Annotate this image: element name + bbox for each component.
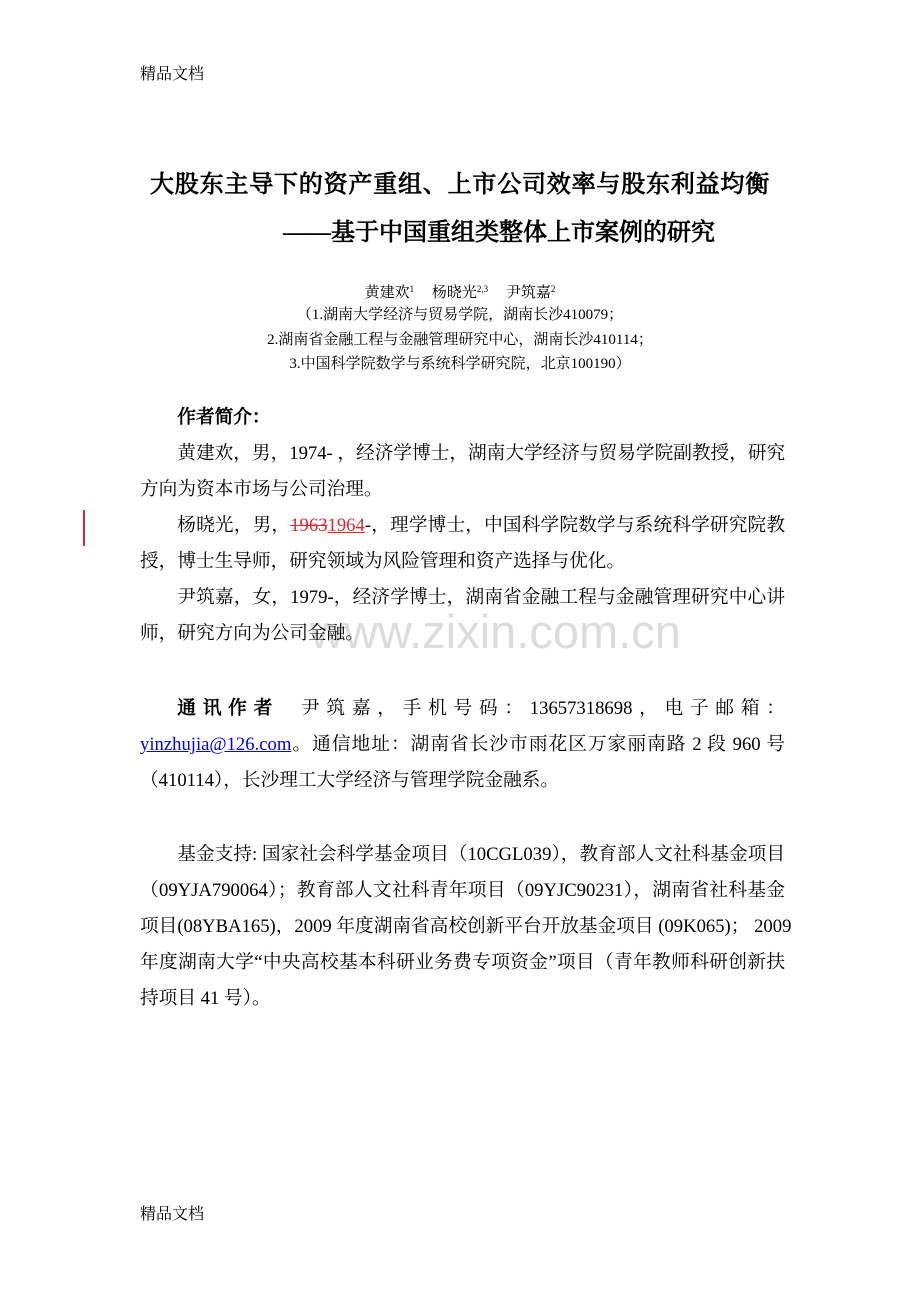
spread-glyph: 机 <box>428 698 447 719</box>
bio-text: 杨晓光，男， <box>177 515 291 536</box>
bio-paragraph-line: 黄建欢，男，1974- ，经济学博士，湖南大学经济与贸易学院副教授，研究 <box>177 443 786 464</box>
funding-section <box>140 837 792 1017</box>
author-bio-section <box>140 400 785 652</box>
author <box>365 285 415 301</box>
document-title: 大股东主导下的资产重组、上市公司效率与股东利益均衡 <box>150 172 770 198</box>
spread-glyph: 号 <box>453 698 473 719</box>
spread-glyph: 电 <box>664 698 684 719</box>
author <box>506 285 556 301</box>
bio-paragraph-line: 师，研究方向为公司金融。 <box>140 623 364 644</box>
bio-text: -，理学博士，中国科学院数学与系统科学研究院教 <box>364 515 786 536</box>
spread-glyph: 邮 <box>715 698 735 719</box>
contact-address: 。通信地址：湖南省长沙市雨花区万家丽南路 2 段 960 号 <box>291 734 785 755</box>
spread-glyph: 箱 <box>740 698 760 719</box>
page-footer: 精品文档 <box>140 1206 205 1223</box>
bio-paragraph-line: 授，博士生导师，研究领域为风险管理和资产选择与优化。 <box>140 551 626 572</box>
site-watermark: www.zixin.com.cn <box>310 605 681 658</box>
email-link[interactable]: yinzhujia@126.com <box>140 734 292 755</box>
affiliation-line: （1.湖南大学经济与贸易学院，湖南长沙410079； <box>296 307 624 323</box>
spread-glyph: ， <box>639 698 658 719</box>
author <box>432 285 488 301</box>
author-list <box>0 282 920 304</box>
deleted-text: 1963 <box>290 515 328 536</box>
affiliation-line: 3.中国科学院数学与系统科学研究院，北京100190） <box>289 356 631 372</box>
funding-line: 年度湖南大学“中央高校基本科研业务费专项资金”项目（青年教师科研创新扶 <box>140 952 785 973</box>
spread-glyph: 筑 <box>326 698 346 719</box>
author-affiliation-mark: 2 <box>550 284 556 294</box>
affiliation-line: 2.湖南省金融工程与金融管理研究中心，湖南长沙410114； <box>267 331 653 348</box>
funding-line: （09YJA790064）；教育部人文社科青年项目（09YJC90231），湖南省社科基金 <box>140 880 785 901</box>
author-affiliation-mark: 1 <box>409 284 415 294</box>
author-affiliation-mark: 2,3 <box>476 284 489 294</box>
contact-section <box>140 691 785 799</box>
spread-glyph: 尹 <box>300 698 320 719</box>
spread-glyph: 讯 <box>202 698 222 719</box>
funding-line: 项目(08YBA165)，2009 年度湖南省高校创新平台开放基金项目 (09K065)； 2009 <box>140 916 792 937</box>
author-name: 黄建欢 <box>364 285 410 301</box>
spread-glyph: 子 <box>690 698 709 719</box>
spread-glyph: ， <box>377 698 396 719</box>
affiliation-list <box>0 303 920 377</box>
contact-line <box>140 691 785 727</box>
author-name: 杨晓光 <box>431 285 477 301</box>
author-name: 尹筑嘉 <box>505 285 551 301</box>
contact-line <box>140 727 785 763</box>
spread-glyph: ： <box>504 698 524 719</box>
spread-glyph: 嘉 <box>351 698 371 719</box>
spread-glyph: 作 <box>228 698 247 719</box>
spread-glyph: 通 <box>177 698 196 719</box>
spread-glyph: 手 <box>402 698 422 719</box>
document-subtitle: ——基于中国重组类整体上市案例的研究 <box>283 220 715 246</box>
bio-paragraph-line: 尹筑嘉，女，1979-，经济学博士，湖南省金融工程与金融管理研究中心讲 <box>177 587 785 608</box>
spread-glyph: ： <box>766 698 785 719</box>
spread-glyph: 13657318698 <box>529 698 633 719</box>
funding-line: 持项目 41 号）。 <box>140 988 271 1009</box>
bio-paragraph-line <box>140 508 785 544</box>
inserted-text: 1964 <box>327 515 365 536</box>
page-header: 精品文档 <box>140 66 205 83</box>
bio-heading: 作者简介： <box>177 407 271 428</box>
funding-line: 基金支持: 国家社会科学基金项目（10CGL039），教育部人文社科基金项目 <box>177 844 785 865</box>
revision-change-bar <box>83 510 85 546</box>
bio-paragraph-line: 方向为资本市场与公司治理。 <box>140 479 383 500</box>
spread-glyph: 码 <box>478 698 498 719</box>
spread-glyph: 者 <box>253 698 273 719</box>
contact-line: （410114），长沙理工大学经济与管理学院金融系。 <box>140 770 560 791</box>
